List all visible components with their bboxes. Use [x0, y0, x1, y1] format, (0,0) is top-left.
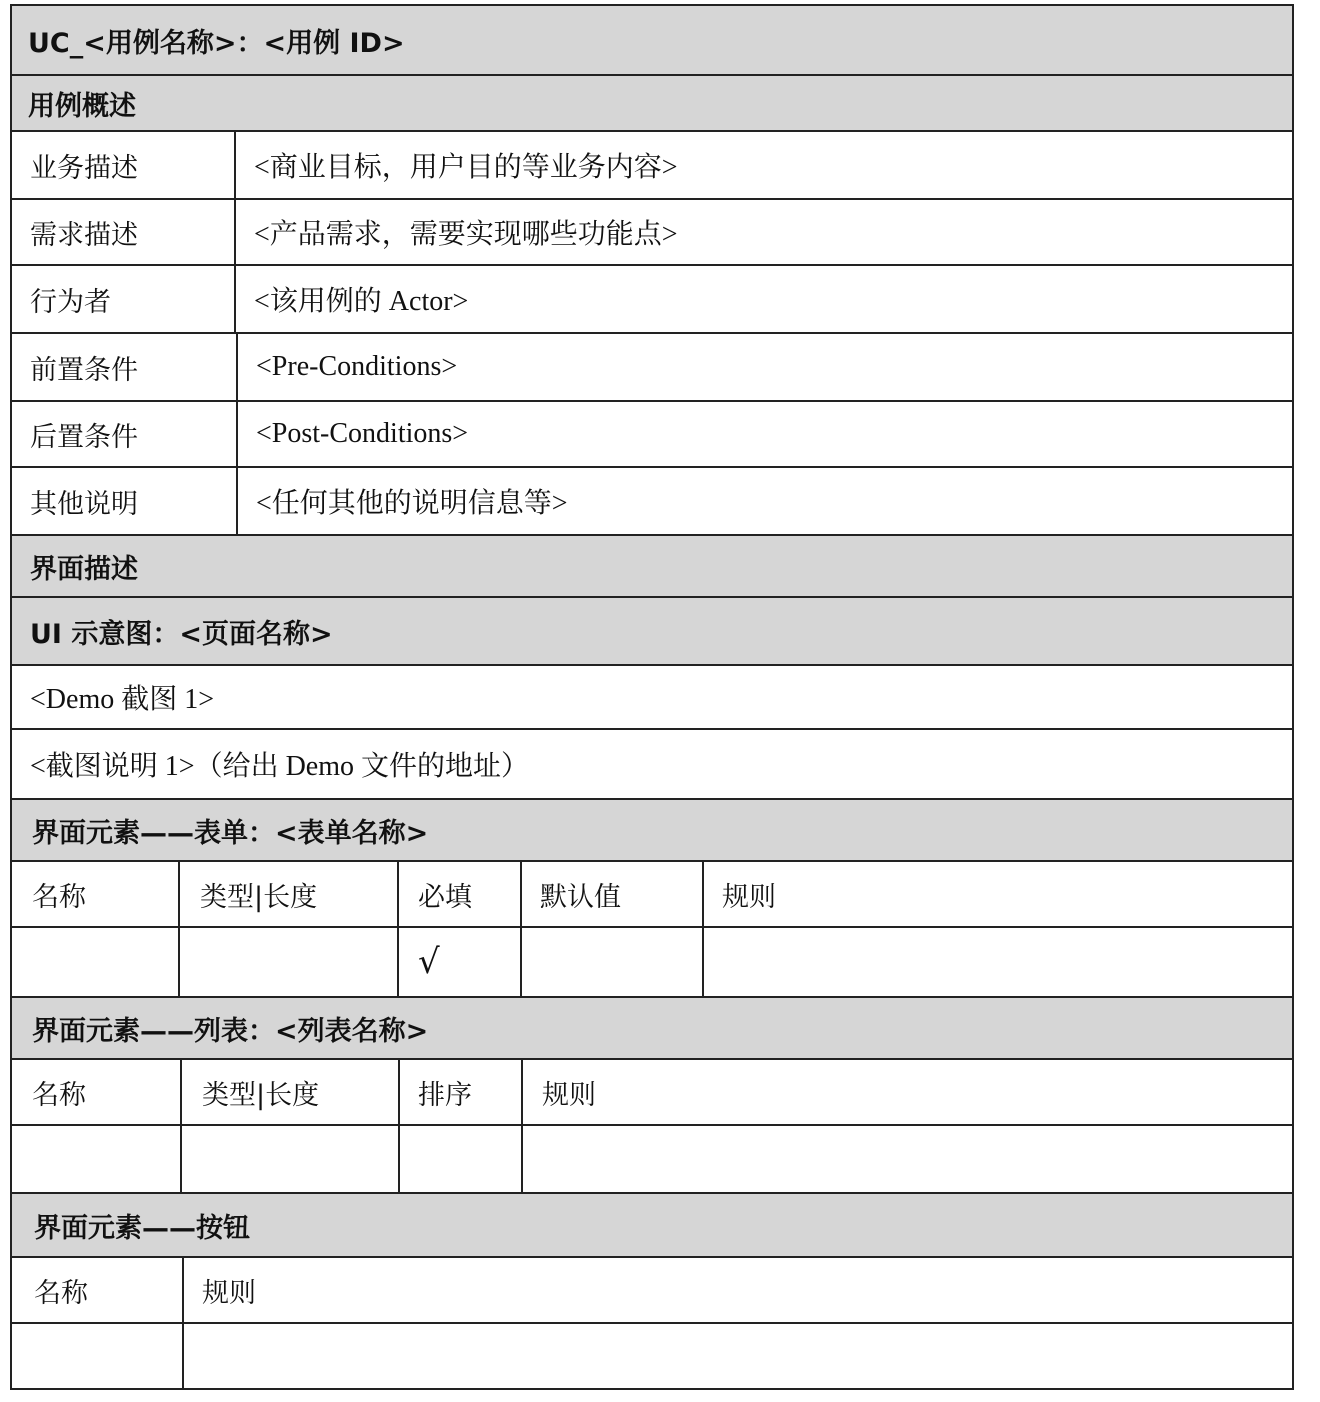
- overview-heading: 用例概述: [28, 90, 136, 122]
- buttons-heading-row: [12, 1194, 1292, 1258]
- form-heading: 界面元素——表单：<表单名称>: [32, 817, 429, 849]
- overview-value: <Post-Conditions>: [256, 418, 469, 449]
- list-heading: 界面元素——列表：<列表名称>: [32, 1015, 429, 1047]
- screenshot-note: <截图说明 1>（给出 Demo 文件的地址）: [30, 751, 530, 782]
- form-data-row: [12, 928, 1292, 998]
- buttons-col-rule: 规则: [202, 1277, 256, 1309]
- overview-row-requirement: [12, 200, 1292, 266]
- ui-diagram-heading: UI 示意图：<页面名称>: [30, 618, 333, 650]
- ui-heading: 界面描述: [30, 553, 138, 585]
- form-col-name: 名称: [32, 881, 86, 913]
- overview-heading-row: [12, 76, 1292, 132]
- list-heading-row: [12, 998, 1292, 1060]
- overview-value: <任何其他的说明信息等>: [256, 488, 568, 519]
- overview-row-business: [12, 132, 1292, 200]
- buttons-header-row: [12, 1258, 1292, 1324]
- overview-row-precondition: [12, 334, 1292, 402]
- overview-label: 业务描述: [30, 152, 138, 184]
- overview-label: 行为者: [30, 286, 111, 318]
- form-cell-required-checkmark: √: [418, 942, 440, 982]
- use-case-template-table: [10, 4, 1294, 1390]
- list-data-row: [12, 1126, 1292, 1194]
- buttons-heading: 界面元素——按钮: [34, 1212, 250, 1244]
- screenshot-placeholder: <Demo 截图 1>: [30, 684, 215, 715]
- list-col-name: 名称: [32, 1079, 86, 1111]
- overview-label: 后置条件: [30, 421, 138, 453]
- ui-heading-row: [12, 536, 1292, 598]
- buttons-col-name: 名称: [34, 1277, 88, 1309]
- form-col-rule: 规则: [722, 881, 776, 913]
- list-header-row: [12, 1060, 1292, 1126]
- list-col-type-length: 类型|长度: [202, 1079, 320, 1111]
- overview-value: <商业目标，用户目的等业务内容>: [254, 152, 678, 183]
- form-col-default: 默认值: [540, 881, 621, 913]
- form-col-required: 必填: [418, 881, 472, 913]
- overview-row-other: [12, 468, 1292, 536]
- overview-row-postcondition: [12, 402, 1292, 468]
- use-case-title: UC_<用例名称>：<用例 ID>: [28, 27, 405, 59]
- form-col-type-length: 类型|长度: [200, 881, 318, 913]
- overview-row-actor: [12, 266, 1292, 334]
- title-row: [12, 6, 1292, 76]
- overview-value: <Pre-Conditions>: [256, 351, 458, 382]
- overview-label: 需求描述: [30, 219, 138, 251]
- ui-diagram-heading-row: [12, 598, 1292, 666]
- list-col-rule: 规则: [542, 1079, 596, 1111]
- form-header-row: [12, 862, 1292, 928]
- overview-label: 其他说明: [30, 488, 138, 520]
- overview-value: <该用例的 Actor>: [254, 286, 469, 317]
- screenshot-note-row: [12, 730, 1292, 800]
- overview-label: 前置条件: [30, 354, 138, 386]
- buttons-data-row: [12, 1324, 1292, 1388]
- list-col-sort: 排序: [418, 1079, 472, 1111]
- overview-value: <产品需求，需要实现哪些功能点>: [254, 219, 678, 250]
- screenshot-row: [12, 666, 1292, 730]
- form-heading-row: [12, 800, 1292, 862]
